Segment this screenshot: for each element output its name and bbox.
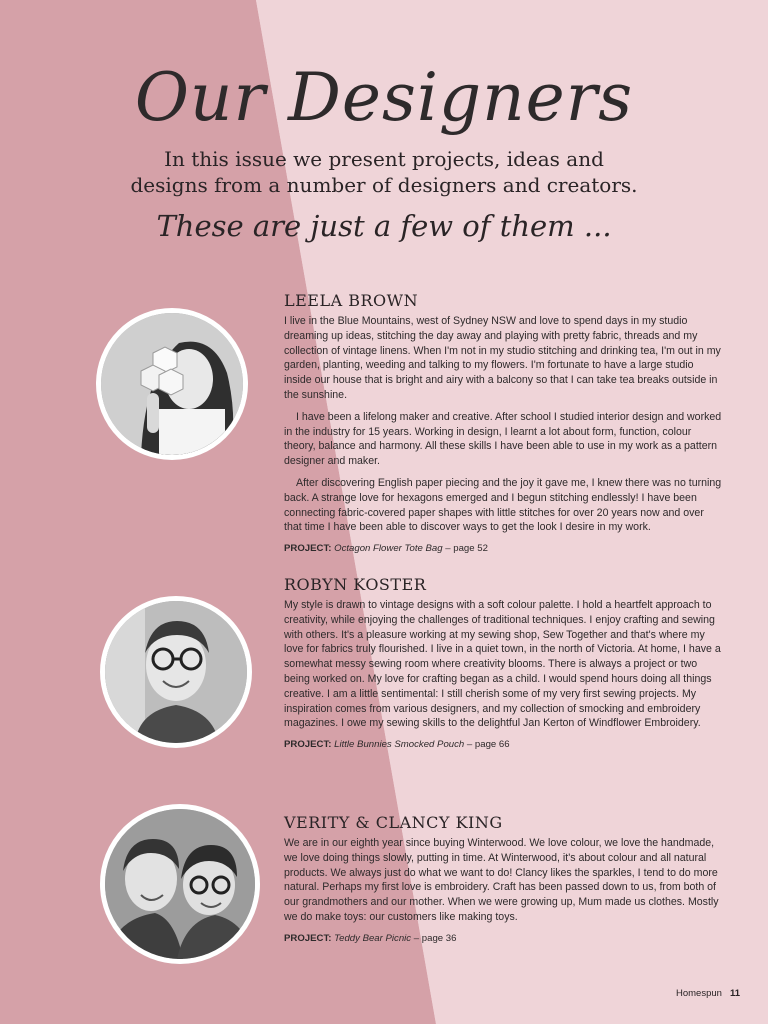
intro-line-2: designs from a number of designers and creators. — [130, 173, 638, 197]
designer-name: VERITY & CLANCY KING — [284, 813, 503, 832]
project-credit — [284, 932, 724, 946]
project-page: – page 66 — [464, 739, 510, 751]
page-footer — [676, 988, 740, 999]
bio-verity-clancy-king — [284, 812, 724, 946]
bio-paragraph: I have been a lifelong maker and creative. After school I studied interior design and worked in the industry for 15 years. Working in design, I learnt a lot about form, function, colour theory, balance and harmony. All these skills I have been able to use in my work as a pattern designer and maker. — [284, 410, 722, 468]
project-credit — [284, 738, 724, 752]
bio-paragraph: After discovering English paper piecing and the joy it gave me, I knew there was no turning back. A strange love for hexagons emerged and I begun stitching endlessly! I have been connecting fabric-covered paper shapes with little stitches for over 20 years now and over that time I have been able to discover ways to get the look I desire in my work. — [284, 476, 722, 534]
designer-name: LEELA BROWN — [284, 291, 419, 310]
magazine-name: Homespun — [676, 988, 722, 999]
intro-line-1: In this issue we present projects, ideas and — [164, 147, 604, 171]
tagline: These are just a few of them ... — [156, 209, 612, 243]
intro-text — [0, 146, 768, 198]
project-title: Octagon Flower Tote Bag — [334, 543, 443, 555]
avatar-robyn-koster — [100, 596, 252, 748]
project-credit — [284, 542, 724, 556]
bio-paragraph: We are in our eighth year since buying Winterwood. We love colour, we love the handmade, we love doing things slowly, putting in time. At Winterwood, it's about colour and all natural products. We always just do what we want to do! Clancy likes the sparkles, I tend to do more natural. Perhaps my first love is embroidery. Craft has been passed down to us, from both of our grandmothers and our mother. When we were growing up, Mum made us clothes. Mostly we do make toys: our customers like making toys. — [284, 837, 719, 923]
bio-leela-brown — [284, 290, 724, 556]
project-title: Little Bunnies Smocked Pouch — [334, 739, 465, 751]
avatar-leela-brown — [96, 308, 248, 460]
page-title: Our Designers — [134, 59, 634, 136]
bio-paragraph: My style is drawn to vintage designs with a soft colour palette. I hold a heartfelt approach to creativity, while enjoying the challenges of traditional techniques. I enjoy crafting and sewing with others. It's a pleasure working at my sewing shop, Sew Together and that's where my love for fabrics truly flourished. I live in a quiet town, in the north of Victoria. At home, I have a somewhat messy sewing room where creativity blooms. There is always a project or two being worked on. My love for crafting began as a child. I would spend hours doing all things creative. I am a little sentimental: I still cherish some of my very first sewing projects. My inspiration comes from various designers, and my collection of smocking and embroidery magazines. I owe my sewing skills to the delightful Jan Kerton of Windflower Embroidery. — [284, 599, 721, 730]
page-number: 11 — [729, 988, 740, 999]
avatar-verity-clancy-king — [100, 804, 260, 964]
bio-paragraph: I live in the Blue Mountains, west of Sydney NSW and love to spend days in my studio dreaming up ideas, stitching the day away and playing with pretty fabric, threads and my collection of vintage linens. When I'm not in my studio stitching and drinking tea, I'm out in my garden, planting, weeding and talking to my flowers. I'm fortunate to have a large studio inside our house that is bright and airy with a balcony so that I can take tea breaks outside in the sunshine. — [284, 315, 721, 401]
project-label: PROJECT: — [284, 543, 332, 555]
bio-robyn-koster — [284, 574, 724, 752]
project-label: PROJECT: — [284, 739, 332, 751]
project-page: – page 36 — [411, 932, 457, 944]
project-label: PROJECT: — [284, 932, 332, 944]
project-title: Teddy Bear Picnic — [334, 932, 412, 944]
project-page: – page 52 — [442, 543, 488, 555]
designer-name: ROBYN KOSTER — [284, 575, 427, 594]
